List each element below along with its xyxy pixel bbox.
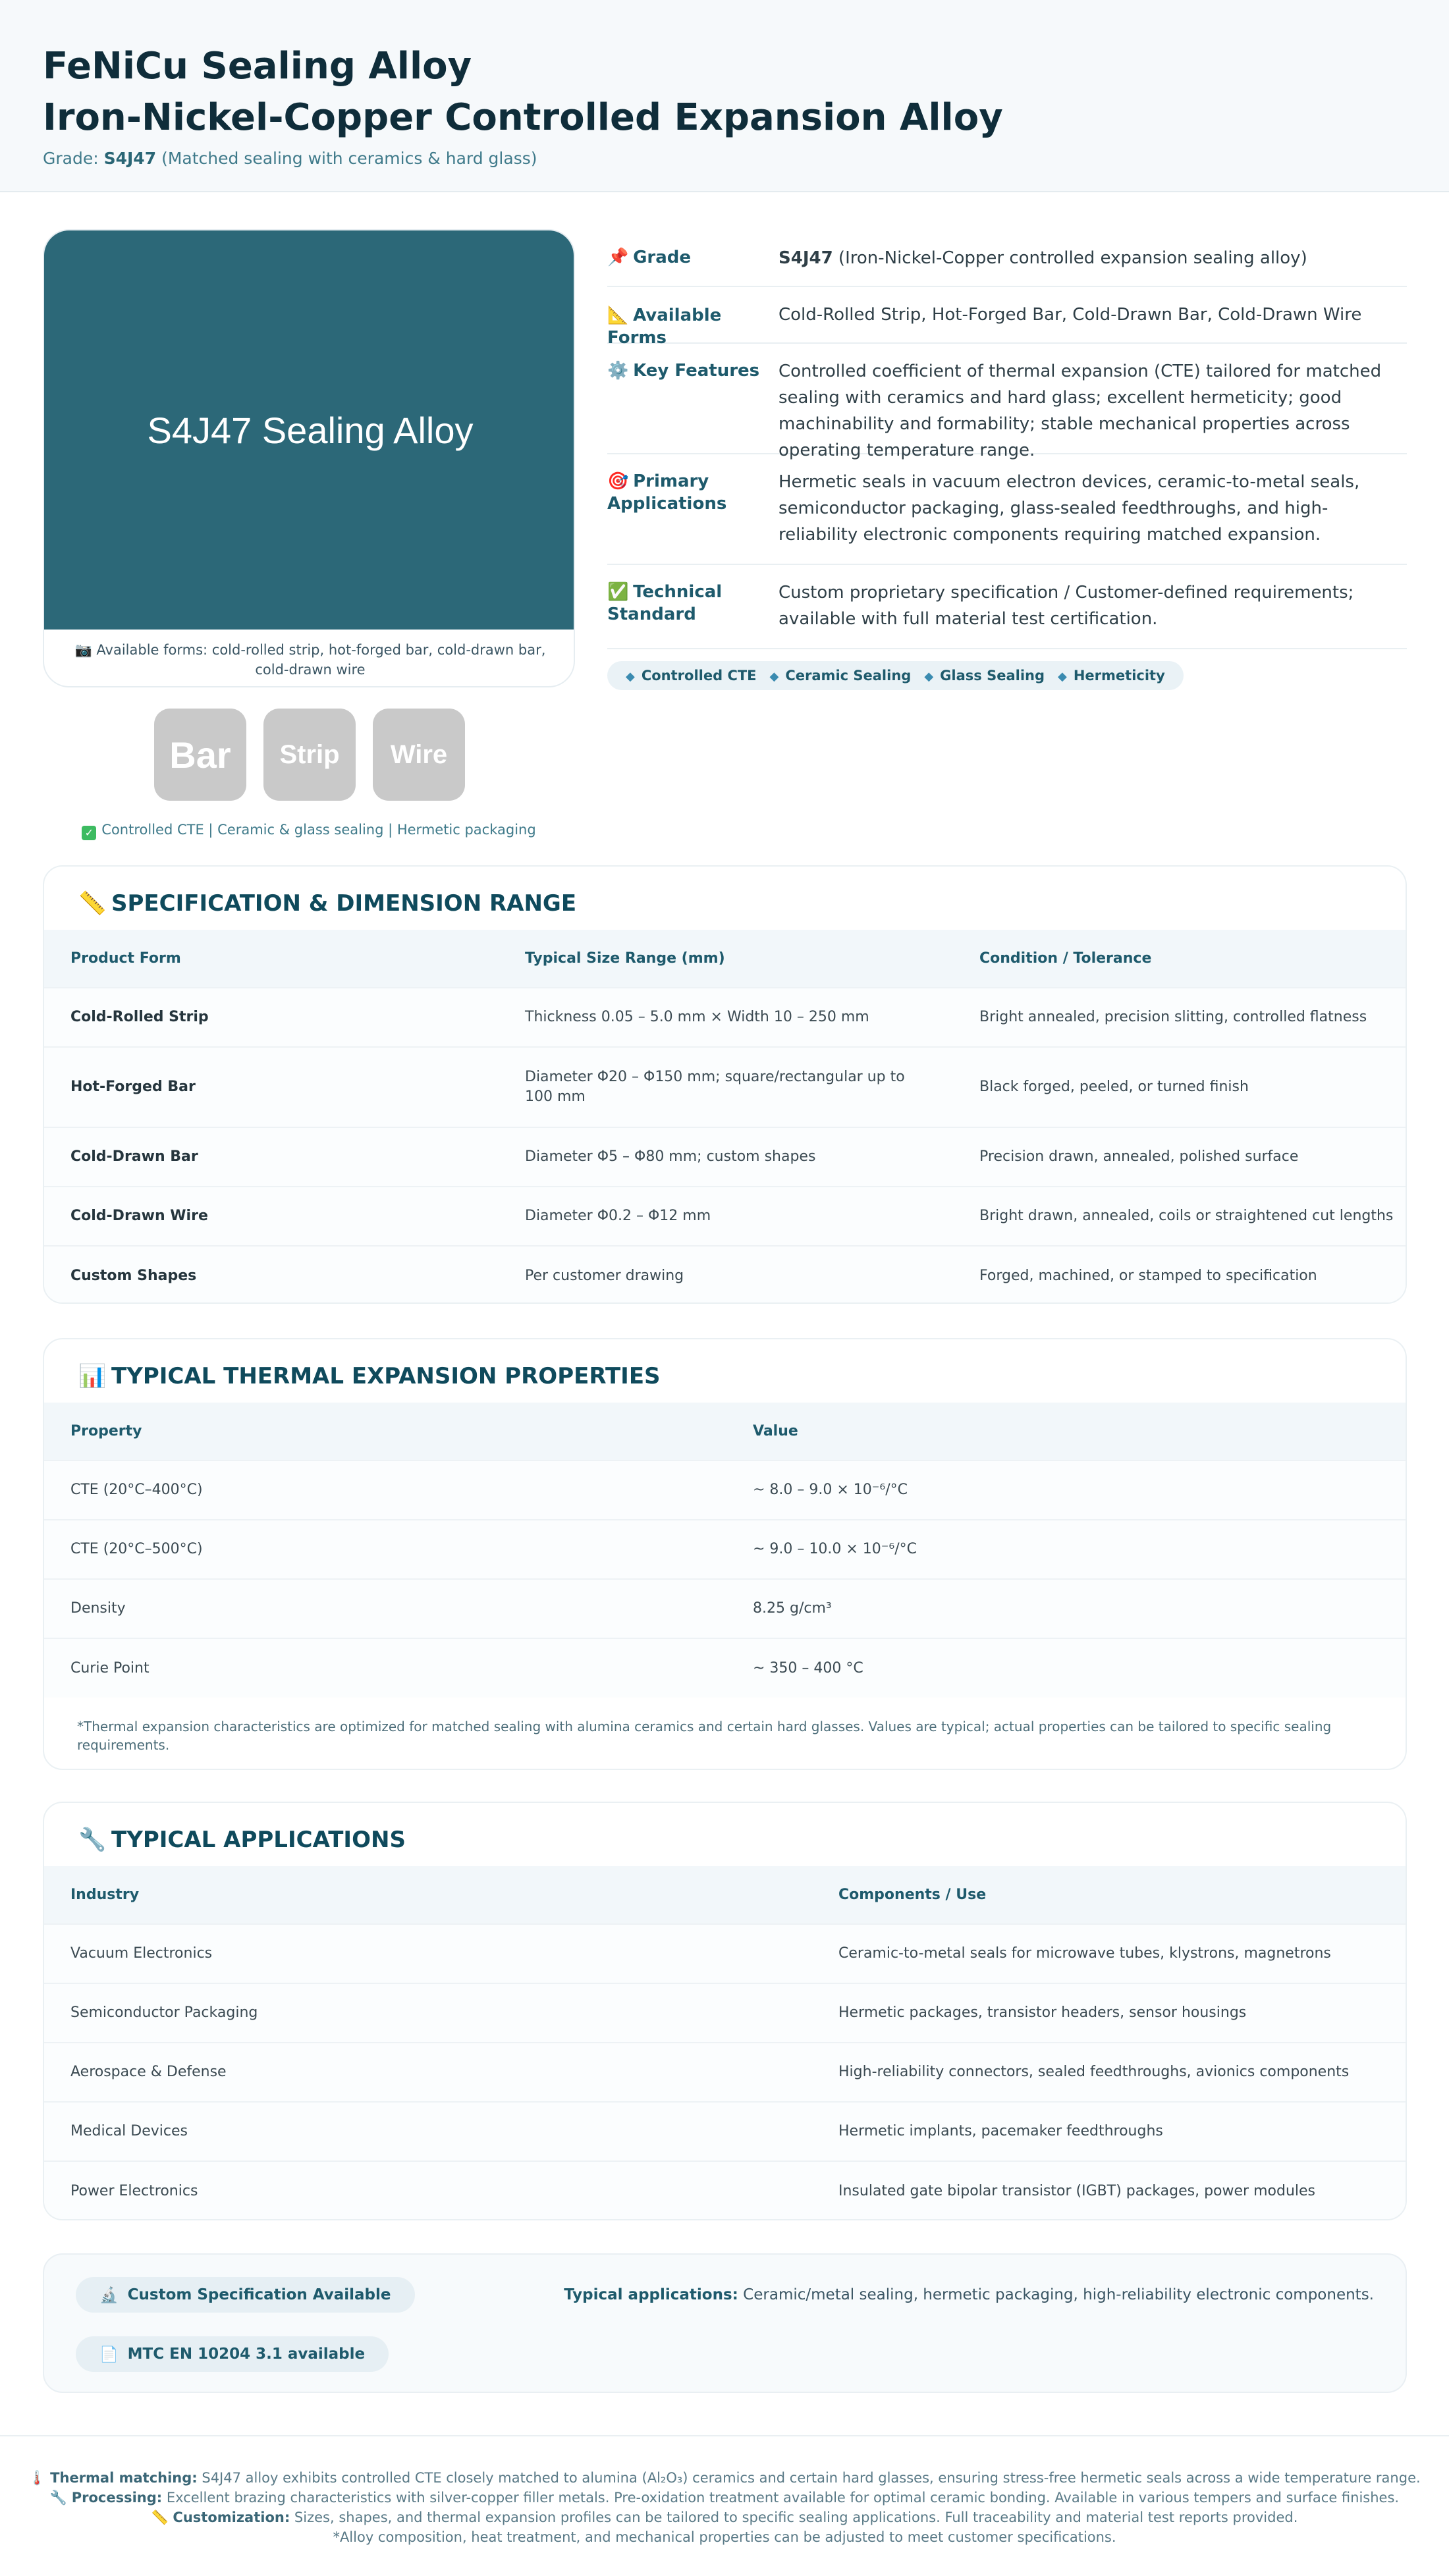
applications-card xyxy=(43,1802,1407,2220)
info-key-label: Available Forms xyxy=(607,306,722,348)
typical-applications-value: Ceramic/metal sealing, hermetic packaging, high-reliability electronic components. xyxy=(738,2286,1374,2303)
section-title xyxy=(78,1363,661,1389)
tag-label: Glass Sealing xyxy=(940,668,1045,684)
pin-icon: 📌 xyxy=(607,248,629,267)
check-icon: ✅ xyxy=(607,582,629,602)
footer-line-customization xyxy=(0,2508,1449,2527)
table-cell: High-reliability connectors, sealed feedthroughs, avionics components xyxy=(812,2043,1407,2102)
info-key xyxy=(607,304,777,349)
info-row-standard xyxy=(607,565,1407,649)
info-key-label: Technical Standard xyxy=(607,582,723,624)
section-title-text: SPECIFICATION & DIMENSION RANGE xyxy=(111,890,577,917)
table-cell: Density xyxy=(44,1579,726,1638)
table-cell: Black forged, peeled, or turned finish xyxy=(953,1047,1407,1127)
target-icon: 🎯 xyxy=(607,471,629,491)
product-image xyxy=(44,230,575,630)
column-header: Product Form xyxy=(44,930,499,988)
footer-label: Processing: xyxy=(71,2490,163,2506)
table-cell: Power Electronics xyxy=(44,2161,812,2220)
diamond-icon: ◆ xyxy=(1058,670,1067,684)
grade-label: Grade: xyxy=(43,149,99,168)
product-image-text: S4J47 Sealing Alloy xyxy=(147,409,474,451)
table-cell: Insulated gate bipolar transistor (IGBT) packages, power modules xyxy=(812,2161,1407,2220)
info-key xyxy=(607,581,777,626)
info-row-grade xyxy=(607,234,1407,287)
ruler-icon: 📏 xyxy=(151,2509,169,2525)
footer-line-processing xyxy=(0,2488,1449,2508)
image-caption xyxy=(57,640,563,680)
thumbnail-wire[interactable]: Wire xyxy=(373,709,465,801)
table-cell: Curie Point xyxy=(44,1638,726,1698)
column-header: Value xyxy=(726,1403,1407,1461)
footer-line-thermal xyxy=(0,2468,1449,2488)
info-value xyxy=(779,234,1407,271)
table-row xyxy=(44,1047,1407,1127)
spec-summary xyxy=(607,234,1407,649)
column-header: Property xyxy=(44,1403,726,1461)
info-value-text: (Iron-Nickel-Copper controlled expansion sealing alloy) xyxy=(833,248,1307,268)
table-cell: Custom Shapes xyxy=(44,1246,499,1304)
tag-list xyxy=(607,661,1184,690)
title-line-1: FeNiCu Sealing Alloy xyxy=(43,45,472,88)
table-cell: Diameter Φ0.2 – Φ12 mm xyxy=(499,1187,953,1246)
grade-bold: S4J47 xyxy=(779,248,833,268)
info-row-applications xyxy=(607,454,1407,565)
ruler-icon: 📏 xyxy=(78,890,107,917)
bar-chart-icon: 📊 xyxy=(78,1363,107,1389)
info-value: Cold-Rolled Strip, Hot-Forged Bar, Cold-Drawn Bar, Cold-Drawn Wire xyxy=(779,305,1362,325)
applications-table xyxy=(44,1866,1407,2220)
availability-box xyxy=(43,2253,1407,2393)
table-cell: Thickness 0.05 – 5.0 mm × Width 10 – 250 mm xyxy=(499,988,953,1047)
footer-text: Excellent brazing characteristics with silver-copper filler metals. Pre-oxidation treatment available for optimal ceramic bonding. Available in various tempers and surface finishes. xyxy=(162,2490,1400,2506)
column-header: Industry xyxy=(44,1866,812,1924)
table-cell: ~ 9.0 – 10.0 × 10⁻⁶/°C xyxy=(726,1520,1407,1579)
table-cell: Cold-Drawn Wire xyxy=(44,1187,499,1246)
table-cell: Hot-Forged Bar xyxy=(44,1047,499,1127)
table-cell: Diameter Φ5 – Φ80 mm; custom shapes xyxy=(499,1127,953,1187)
table-row xyxy=(44,2102,1407,2161)
microscope-icon: 🔬 xyxy=(99,2286,119,2304)
footer-label: Customization: xyxy=(173,2509,290,2525)
tag-label: Hermeticity xyxy=(1073,668,1165,684)
table-cell: Aerospace & Defense xyxy=(44,2043,812,2102)
table-cell: Medical Devices xyxy=(44,2102,812,2161)
thermal-card xyxy=(43,1338,1407,1770)
feature-summary-text: Controlled CTE | Ceramic & glass sealing | Hermetic packaging xyxy=(101,822,536,838)
table-row xyxy=(44,1638,1407,1698)
product-image-card xyxy=(43,229,575,687)
table-row xyxy=(44,1983,1407,2043)
check-icon: ✓ xyxy=(82,826,96,840)
column-header: Typical Size Range (mm) xyxy=(499,930,953,988)
triangle-ruler-icon: 📐 xyxy=(607,306,629,325)
feature-summary xyxy=(43,822,575,840)
footer-label: Thermal matching: xyxy=(50,2470,198,2486)
wrench-icon: 🔧 xyxy=(78,1827,107,1853)
footer-text: Sizes, shapes, and thermal expansion profiles can be tailored to specific sealing applications. Full traceability and material test reports provided. xyxy=(290,2509,1298,2525)
column-header: Condition / Tolerance xyxy=(953,930,1407,988)
custom-spec-badge[interactable] xyxy=(76,2277,415,2313)
table-cell: Diameter Φ20 – Φ150 mm; square/rectangular up to 100 mm xyxy=(499,1047,953,1127)
section-title-text: TYPICAL APPLICATIONS xyxy=(111,1827,406,1853)
thermal-footnote: *Thermal expansion characteristics are optimized for matched sealing with alumina ceramics and certain hard glasses. Values are typical; actual properties can be tailored to specific sealing requirements. xyxy=(77,1719,1332,1753)
tag xyxy=(924,668,1045,684)
table-cell: Vacuum Electronics xyxy=(44,1924,812,1983)
mtc-label: MTC EN 10204 3.1 available xyxy=(127,2346,366,2363)
table-cell: ~ 8.0 – 9.0 × 10⁻⁶/°C xyxy=(726,1461,1407,1520)
grade-value: S4J47 xyxy=(103,149,157,168)
info-key-label: Primary Applications xyxy=(607,471,727,514)
spec-card xyxy=(43,865,1407,1304)
section-title xyxy=(78,1827,406,1853)
table-cell: Ceramic-to-metal seals for microwave tubes, klystrons, magnetrons xyxy=(812,1924,1407,1983)
table-cell: Bright drawn, annealed, coils or straightened cut lengths xyxy=(953,1187,1407,1246)
info-key xyxy=(607,470,777,515)
section-title xyxy=(78,890,576,917)
info-row-forms xyxy=(607,287,1407,348)
table-cell: Cold-Drawn Bar xyxy=(44,1127,499,1187)
table-cell: Precision drawn, annealed, polished surface xyxy=(953,1127,1407,1187)
page-footer xyxy=(0,2435,1449,2547)
table-row xyxy=(44,1187,1407,1246)
table-row xyxy=(44,1127,1407,1187)
wrench-icon: 🔧 xyxy=(49,2490,68,2506)
info-key xyxy=(607,246,777,269)
typical-applications-text xyxy=(564,2286,1374,2303)
table-cell: CTE (20°C–400°C) xyxy=(44,1461,726,1520)
footer-disclaimer: *Alloy composition, heat treatment, and mechanical properties can be adjusted to meet customer specifications. xyxy=(333,2529,1116,2545)
title-line-2: Iron-Nickel-Copper Controlled Expansion Alloy xyxy=(43,96,1003,139)
info-value: Custom proprietary specification / Customer-defined requirements; available with full material test certification. xyxy=(779,583,1354,629)
table-row xyxy=(44,1461,1407,1520)
thumbnail-list xyxy=(154,709,465,801)
tag xyxy=(770,668,912,684)
table-cell: Forged, machined, or stamped to specification xyxy=(953,1246,1407,1304)
diamond-icon: ◆ xyxy=(924,670,934,684)
section-title-text: TYPICAL THERMAL EXPANSION PROPERTIES xyxy=(111,1363,661,1389)
table-cell: Per customer drawing xyxy=(499,1246,953,1304)
info-key-label: Key Features xyxy=(633,361,760,381)
table-row xyxy=(44,2043,1407,2102)
table-cell: Semiconductor Packaging xyxy=(44,1983,812,2043)
diamond-icon: ◆ xyxy=(626,670,635,684)
column-header: Components / Use xyxy=(812,1866,1407,1924)
table-cell: ~ 350 – 400 °C xyxy=(726,1638,1407,1698)
tag-label: Ceramic Sealing xyxy=(785,668,912,684)
document-icon: 📄 xyxy=(99,2346,119,2363)
table-cell: 8.25 g/cm³ xyxy=(726,1579,1407,1638)
custom-spec-label: Custom Specification Available xyxy=(127,2286,391,2303)
info-key xyxy=(607,360,777,382)
thermometer-icon: 🌡️ xyxy=(28,2470,46,2486)
table-row xyxy=(44,988,1407,1047)
table-header-row xyxy=(44,1403,1407,1461)
page-title xyxy=(43,41,1003,144)
thermal-table xyxy=(44,1403,1407,1698)
info-value: Hermetic seals in vacuum electron devices, ceramic-to-metal seals, semiconductor packaging, glass-sealed feedthroughs, and high-reliability electronic components requiring matched expansion. xyxy=(779,472,1360,545)
info-row-features xyxy=(607,344,1407,460)
page-header xyxy=(0,0,1449,192)
thumbnail-strip[interactable]: Strip xyxy=(263,709,356,801)
typical-applications-label: Typical applications: xyxy=(564,2286,738,2303)
thumbnail-bar[interactable]: Bar xyxy=(154,709,246,801)
table-cell: Hermetic packages, transistor headers, sensor housings xyxy=(812,1983,1407,2043)
camera-icon: 📷 xyxy=(74,642,92,658)
spec-table xyxy=(44,930,1407,1304)
table-row xyxy=(44,1924,1407,1983)
mtc-badge[interactable] xyxy=(76,2336,389,2372)
table-header-row xyxy=(44,1866,1407,1924)
tag xyxy=(1058,668,1165,684)
table-row xyxy=(44,1520,1407,1579)
grade-note: (Matched sealing with ceramics & hard glass) xyxy=(161,149,537,168)
image-caption-text: Available forms: cold-rolled strip, hot-forged bar, cold-drawn bar, cold-drawn wire xyxy=(96,642,546,678)
table-row xyxy=(44,2161,1407,2220)
info-value: Controlled coefficient of thermal expansion (CTE) tailored for matched sealing with ceramics and hard glass; excellent hermeticity; good machinability and formability; stable mechanical properties across operating temperature range. xyxy=(779,362,1382,460)
gear-icon: ⚙️ xyxy=(607,361,629,381)
table-row xyxy=(44,1579,1407,1638)
table-cell: Bright annealed, precision slitting, controlled flatness xyxy=(953,988,1407,1047)
grade-subtitle xyxy=(43,149,537,168)
tag xyxy=(626,668,757,684)
tag-label: Controlled CTE xyxy=(641,668,757,684)
table-cell: Hermetic implants, pacemaker feedthroughs xyxy=(812,2102,1407,2161)
table-header-row xyxy=(44,930,1407,988)
table-cell: CTE (20°C–500°C) xyxy=(44,1520,726,1579)
table-row xyxy=(44,1246,1407,1304)
info-key-label: Grade xyxy=(633,248,692,267)
table-cell: Cold-Rolled Strip xyxy=(44,988,499,1047)
diamond-icon: ◆ xyxy=(769,670,779,684)
footer-text: S4J47 alloy exhibits controlled CTE closely matched to alumina (Al₂O₃) ceramics and certain hard glasses, ensuring stress-free hermetic seals across a wide temperature range. xyxy=(197,2470,1421,2486)
